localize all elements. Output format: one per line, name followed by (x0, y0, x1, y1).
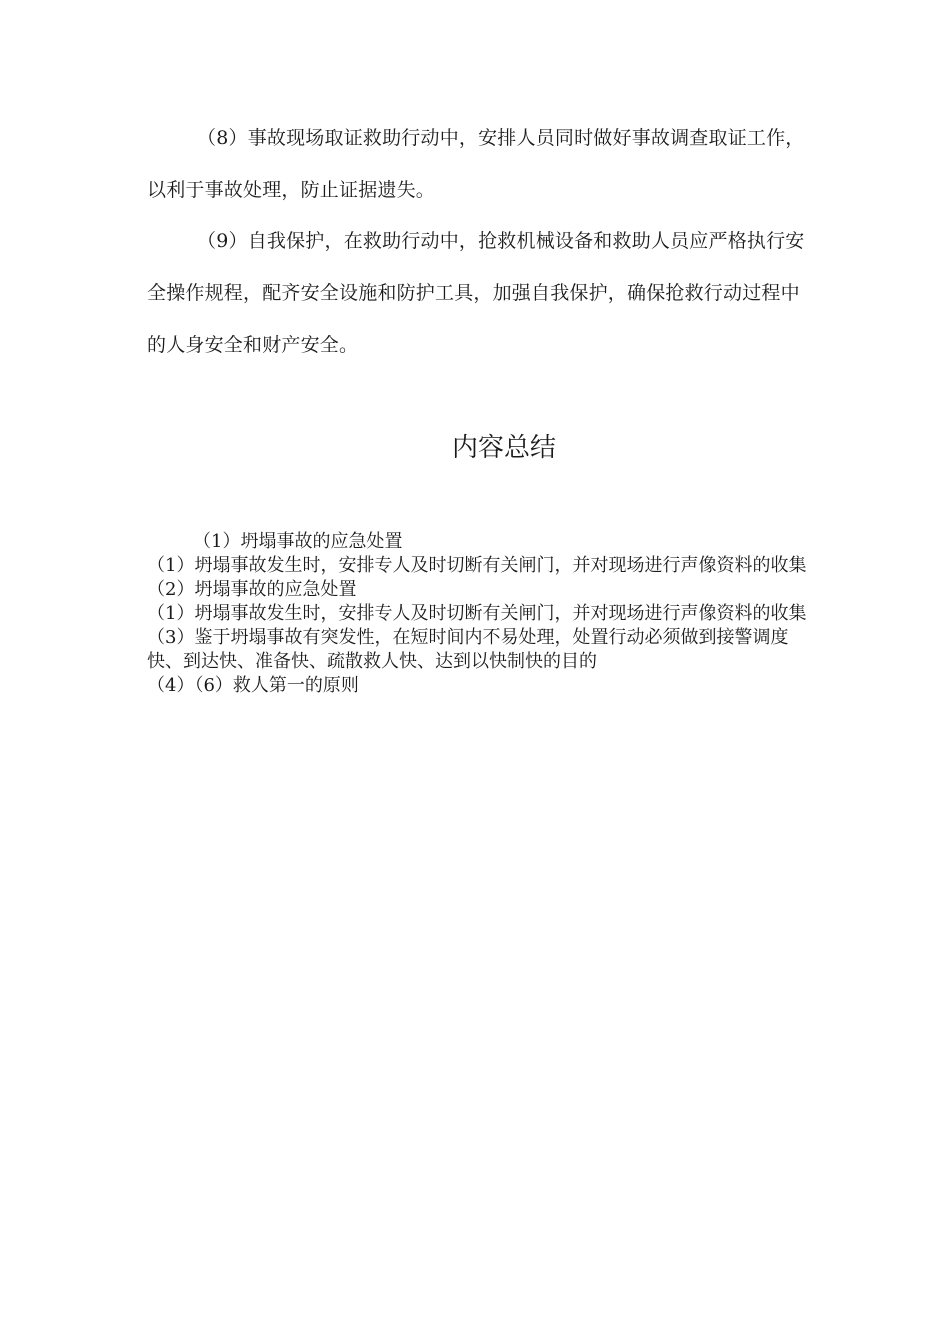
summary-title: 内容总结 (451, 433, 556, 463)
summary-line: （1）坍塌事故发生时，安排专人及时切断有关闸门，并对现场进行声像资料的收集 (147, 555, 807, 576)
summary-line: （1）坍塌事故发生时，安排专人及时切断有关闸门，并对现场进行声像资料的收集 (147, 603, 807, 624)
paragraph-9-text: （9）自我保护，在救助行动中，抢救机械设备和救助人员应严格执行安全操作规程，配齐安全设施和防护工具，加强自我保护，确保抢救行动过程中的人身安全和财产安全。 (147, 230, 805, 356)
paragraph-8 (147, 112, 817, 216)
summary-line: （3）鉴于坍塌事故有突发性，在短时间内不易处理，处置行动必须做到接警调度快、到达快、准备快、疏散救人快、达到以快制快的目的 (147, 627, 789, 672)
paragraph-8-text: （8）事故现场取证救助行动中，安排人员同时做好事故调查取证工作，以利于事故处理，防止证据遗失。 (147, 127, 805, 201)
summary-line: （2）坍塌事故的应急处置 (147, 579, 357, 600)
summary-block (147, 530, 817, 698)
paragraph-9 (147, 215, 817, 371)
summary-line: （1）坍塌事故的应急处置 (193, 531, 403, 552)
summary-line: （4）（6）救人第一的原则 (147, 675, 359, 696)
